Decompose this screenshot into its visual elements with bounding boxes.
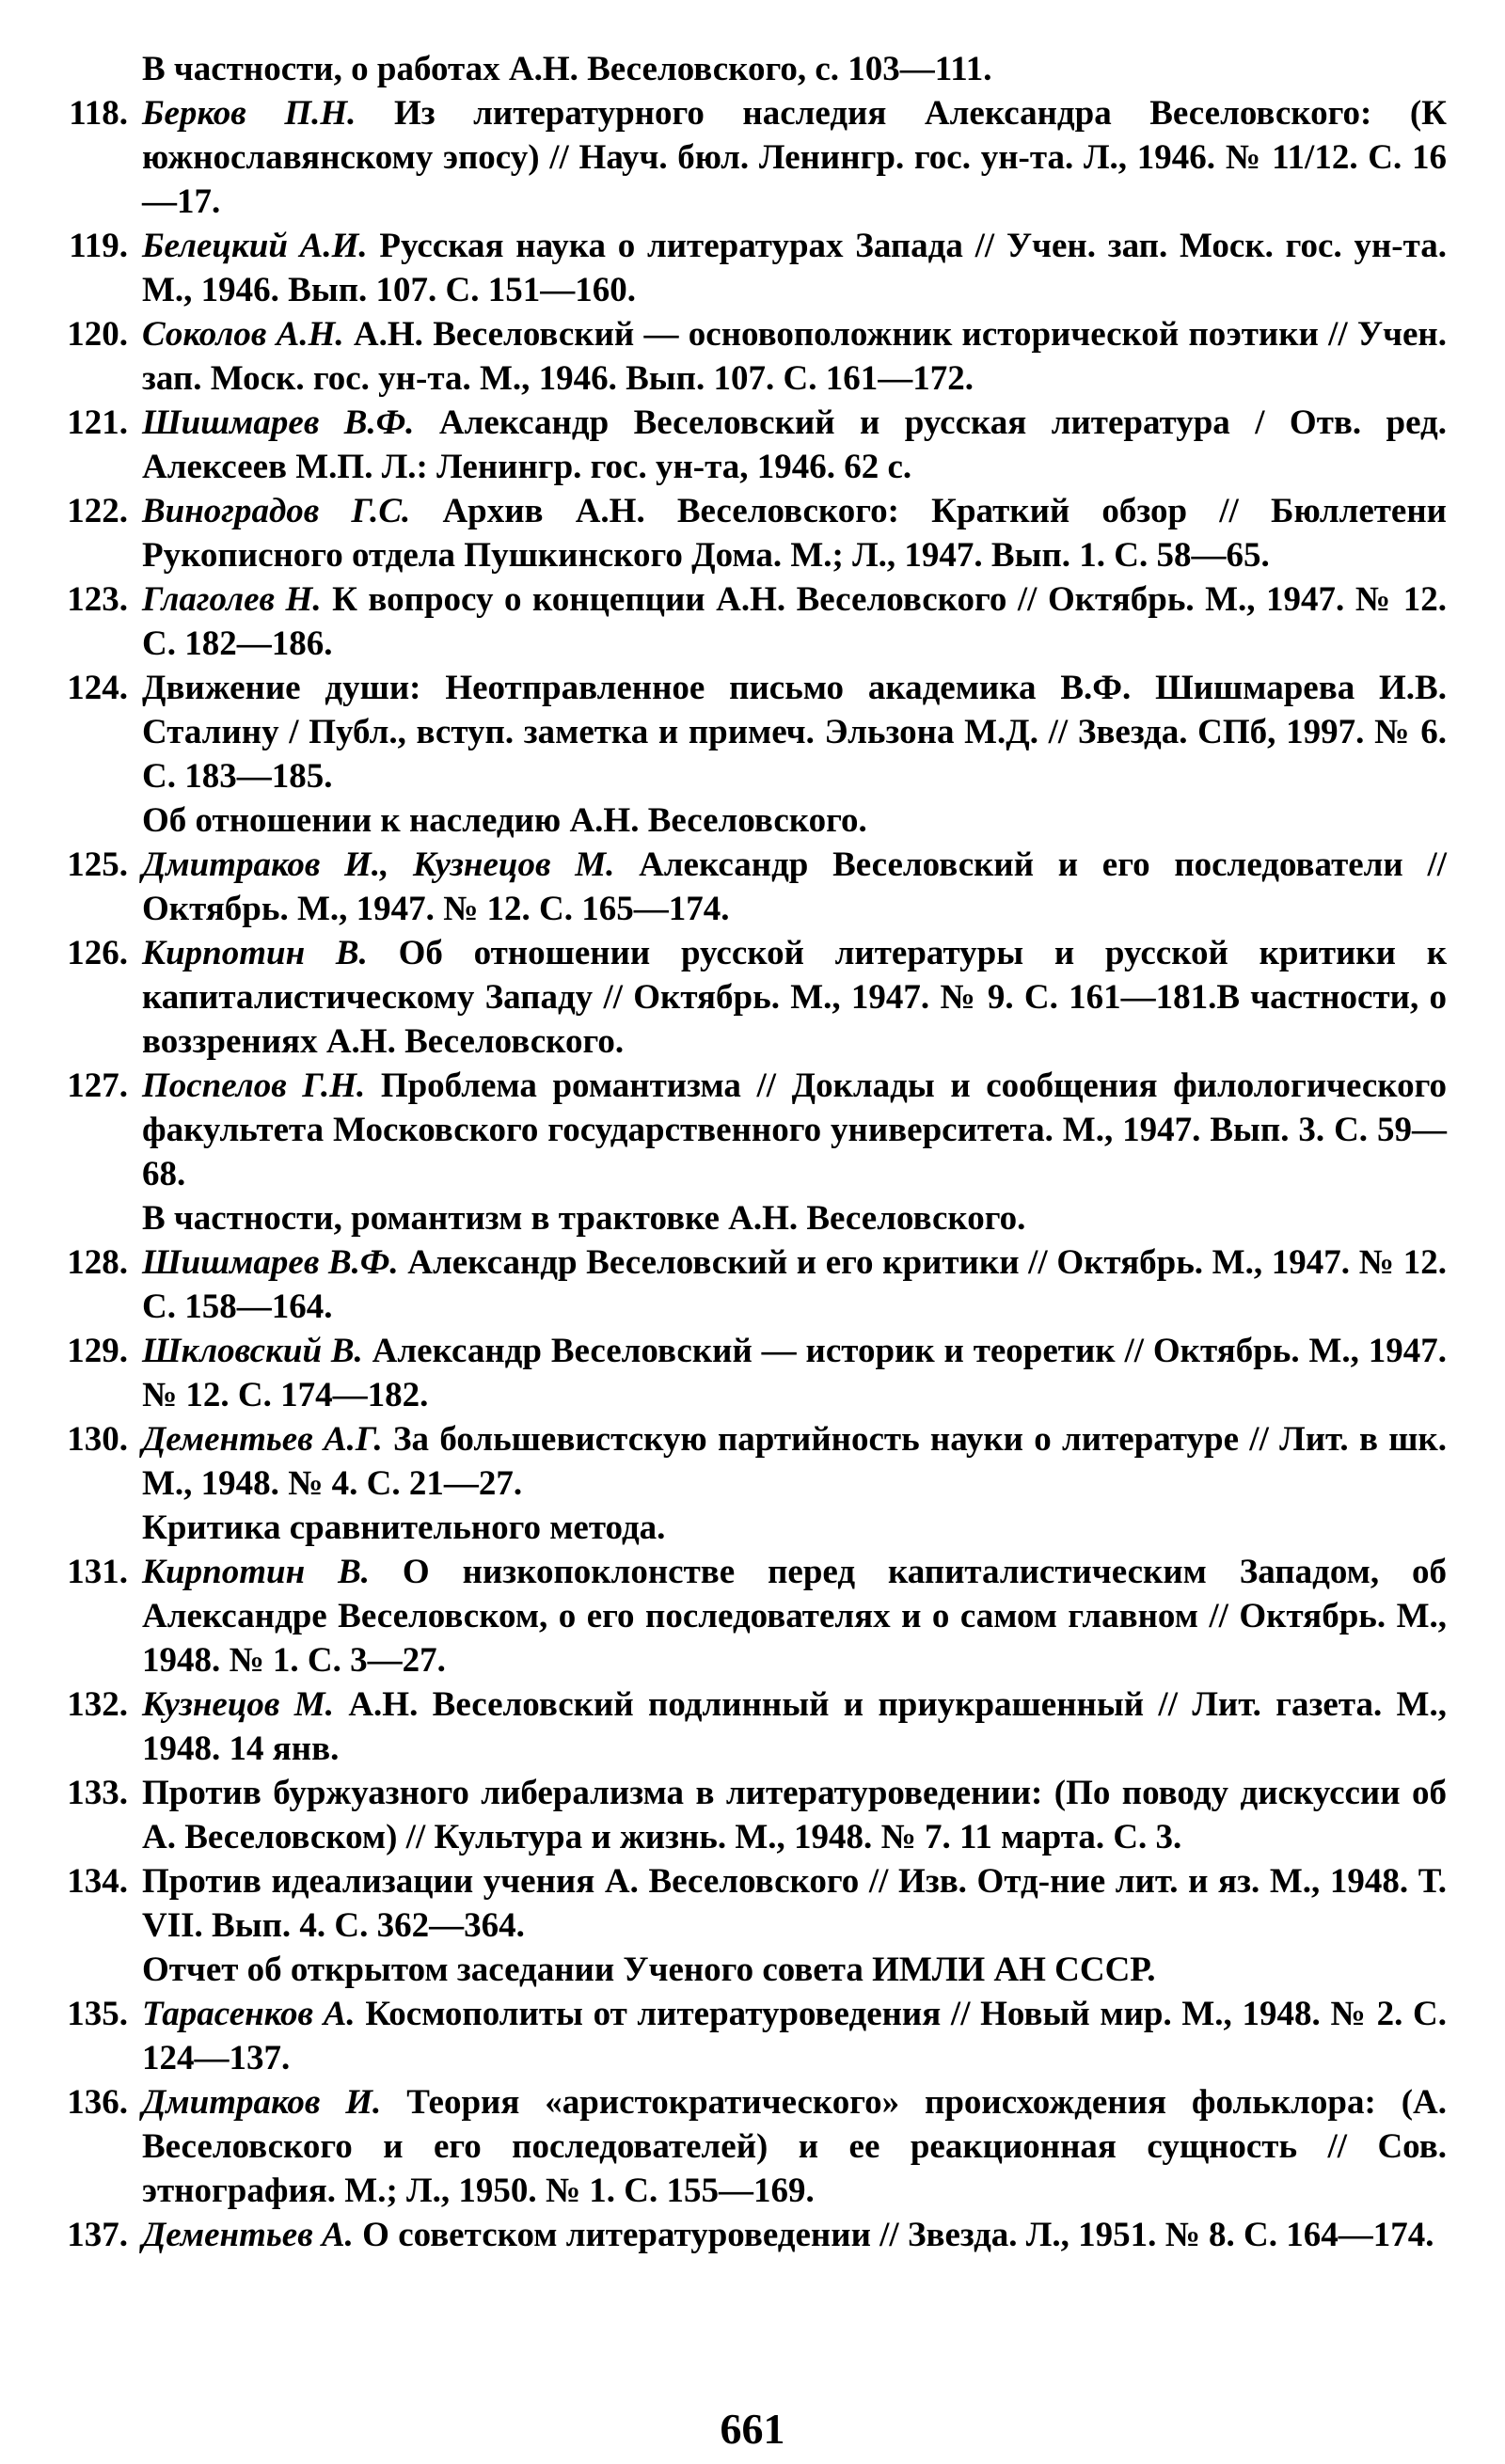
entry-text: К вопросу о концепции А.Н. Веселовского // Октябрь. М., 1947. № 12. С. 182—186. (142, 580, 1447, 663)
entry-number: 128. (67, 1243, 128, 1282)
entry-number: 127. (67, 1066, 128, 1105)
entry-author: Шишмарев В.Ф. (142, 1243, 399, 1282)
entry-number: 130. (67, 1420, 128, 1459)
entry-author: Шишмарев В.Ф. (142, 403, 415, 442)
entry-text: О низкопоклонстве перед капиталистическим Западом, об Александре Веселовском, о его последователях и о самом главном // Октябрь. М., 1948. № 1. С. 3—27. (142, 1553, 1447, 1680)
entry-number: 131. (67, 1553, 128, 1591)
entry-author: Кирпотин В. (142, 1553, 370, 1591)
entry-author: Виноградов Г.С. (142, 492, 411, 530)
entry-text: Архив А.Н. Веселовского: Краткий обзор // Бюллетени Рукописного отдела Пушкинского Дома. М.; Л., 1947. Вып. 1. С. 58—65. (142, 492, 1447, 575)
bibliography-entry (67, 1992, 1448, 2080)
entry-text: Александр Веселовский — историк и теоретик // Октябрь. М., 1947. № 12. С. 174—182. (142, 1332, 1447, 1414)
entry-number: 126. (67, 934, 128, 972)
entry-text: Русская наука о литературах Запада // Учен. зап. Моск. гос. ун-та. М., 1946. Вып. 107. С. 151—160. (142, 227, 1447, 309)
entry-text: Проблема романтизма // Доклады и сообщения филологического факультета Московского государственного университета. М., 1947. Вып. 3. С. 59—68. (142, 1066, 1448, 1193)
entry-text: Александр Веселовский и русская литература / Отв. ред. Алексеев М.П. Л.: Ленингр. гос. ун-та, 1946. 62 с. (142, 403, 1447, 486)
entry-number: 122. (67, 492, 128, 530)
bibliography-entry (67, 931, 1448, 1064)
entry-text: Против идеализации учения А. Веселовского // Изв. Отд-ние лит. и яз. М., 1948. Т. VII. Вып. 4. С. 362—364. (142, 1862, 1447, 1945)
entry-number: 118. (69, 94, 128, 133)
entry-number: 129. (67, 1332, 128, 1370)
entry-number: 134. (67, 1862, 128, 1901)
bibliography-entry (67, 1771, 1447, 1859)
bibliography-entry (67, 843, 1448, 931)
bibliography-entry (67, 1240, 1448, 1329)
entry-number: 121. (67, 403, 128, 442)
entry-number: 135. (67, 1995, 128, 2033)
entry-author: Дементьев А.Г. (142, 1420, 383, 1459)
entry-note: Отчет об открытом заседании Ученого совета ИМЛИ АН СССР. (142, 1951, 1156, 1989)
entry-note: Критика сравнительного метода. (142, 1508, 666, 1547)
bibliography-entry (67, 401, 1447, 489)
entry-text: Из литературного наследия Александра Веселовского: (К южнославянскому эпосу) // Науч. бюл. Ленингр. гос. ун-та. Л., 1946. № 11/12. С. 16—17. (142, 94, 1447, 221)
bibliography-entry (67, 1859, 1447, 1948)
entry-number: 125. (67, 845, 128, 884)
entry-number: 123. (67, 580, 128, 619)
entry-number: 132. (67, 1685, 128, 1724)
entry-author: Берков П.Н. (142, 94, 356, 133)
continuation-note: В частности, о работах А.Н. Веселовского, с. 103—111. (142, 50, 992, 88)
entry-number: 137. (67, 2216, 128, 2254)
bibliography-entry (67, 1417, 1447, 1506)
entry-number: 119. (69, 227, 128, 265)
entry-author: Дмитраков И., Кузнецов М. (142, 845, 615, 884)
bibliography-entry (67, 312, 1448, 401)
entry-number: 120. (67, 315, 128, 354)
entry-text: Александр Веселовский и его критики // Октябрь. М., 1947. № 12. С. 158—164. (142, 1243, 1448, 1326)
entry-author: Кирпотин В. (142, 934, 368, 972)
entry-text: А.Н. Веселовский подлинный и приукрашенный // Лит. газета. М., 1948. 14 янв. (142, 1685, 1447, 1768)
bibliography-entry (67, 666, 1447, 798)
entry-author: Дмитраков И. (142, 2083, 382, 2122)
entry-author: Соколов А.Н. (142, 315, 344, 354)
bibliography-entry (67, 1064, 1448, 1196)
entry-text: А.Н. Веселовский — основоположник исторической поэтики // Учен. зап. Моск. гос. ун-та. М., 1946. Вып. 107. С. 161—172. (142, 315, 1448, 398)
bibliography-entry (67, 1550, 1447, 1682)
entry-author: Дементьев А. (142, 2216, 354, 2254)
entry-text: Теория «аристократического» происхождения фольклора: (А. Веселовского и его последователей) и ее реакционная сущность // Сов. этнография. М.; Л., 1950. № 1. С. 155—169. (142, 2083, 1448, 2210)
entry-author: Шкловский В. (142, 1332, 363, 1370)
entry-text: О советском литературоведении // Звезда. Л., 1951. № 8. С. 164—174. (362, 2216, 1434, 2254)
entry-text: Космополиты от литературоведения // Новый мир. М., 1948. № 2. С. 124—137. (142, 1995, 1448, 2077)
entry-note: Об отношении к наследию А.Н. Веселовского. (142, 801, 867, 840)
entry-author: Белецкий А.И. (142, 227, 368, 265)
entry-author: Поспелов Г.Н. (142, 1066, 366, 1105)
entry-author: Кузнецов М. (142, 1685, 334, 1724)
entry-author: Глаголев Н. (142, 580, 322, 619)
bibliography-list (67, 91, 1448, 2257)
entry-text: Движение души: Неотправленное письмо академика В.Ф. Шишмарева И.В. Сталину / Публ., вступ. заметка и примеч. Эльзона М.Д. // Звезда. СПб, 1997. № 6. С. 183—185. (142, 669, 1447, 796)
entry-number: 133. (67, 1774, 128, 1812)
entry-text: Об отношении русской литературы и русской критики к капиталистическому Западу // Октябрь. М., 1947. № 9. С. 161—181.В частности, о воззрениях А.Н. Веселовского. (142, 934, 1448, 1061)
bibliography-entry (67, 1329, 1447, 1417)
bibliography-entry (69, 224, 1447, 312)
entry-author: Тарасенков А. (142, 1995, 356, 2033)
entry-text: За большевистскую партийность науки о литературе // Лит. в шк. М., 1948. № 4. С. 21—27. (142, 1420, 1447, 1503)
entry-number: 136. (67, 2083, 128, 2122)
bibliography-entry (67, 2080, 1448, 2213)
entry-note: В частности, романтизм в трактовке А.Н. Веселовского. (142, 1199, 1026, 1238)
entry-text: Против буржуазного либерализма в литературоведении: (По поводу дискуссии об А. Веселовском) // Культура и жизнь. М., 1948. № 7. 11 марта. С. 3. (142, 1774, 1447, 1856)
bibliography-page (67, 47, 1448, 2257)
entry-number: 124. (67, 669, 128, 707)
page-number: 661 (720, 2405, 785, 2453)
bibliography-entry (67, 577, 1447, 666)
entry-text: Александр Веселовский и его последователи // Октябрь. М., 1947. № 12. С. 165—174. (142, 845, 1448, 928)
bibliography-entry (69, 91, 1447, 224)
bibliography-entry (67, 489, 1447, 577)
bibliography-entry (67, 2213, 1447, 2257)
bibliography-entry (67, 1682, 1447, 1771)
